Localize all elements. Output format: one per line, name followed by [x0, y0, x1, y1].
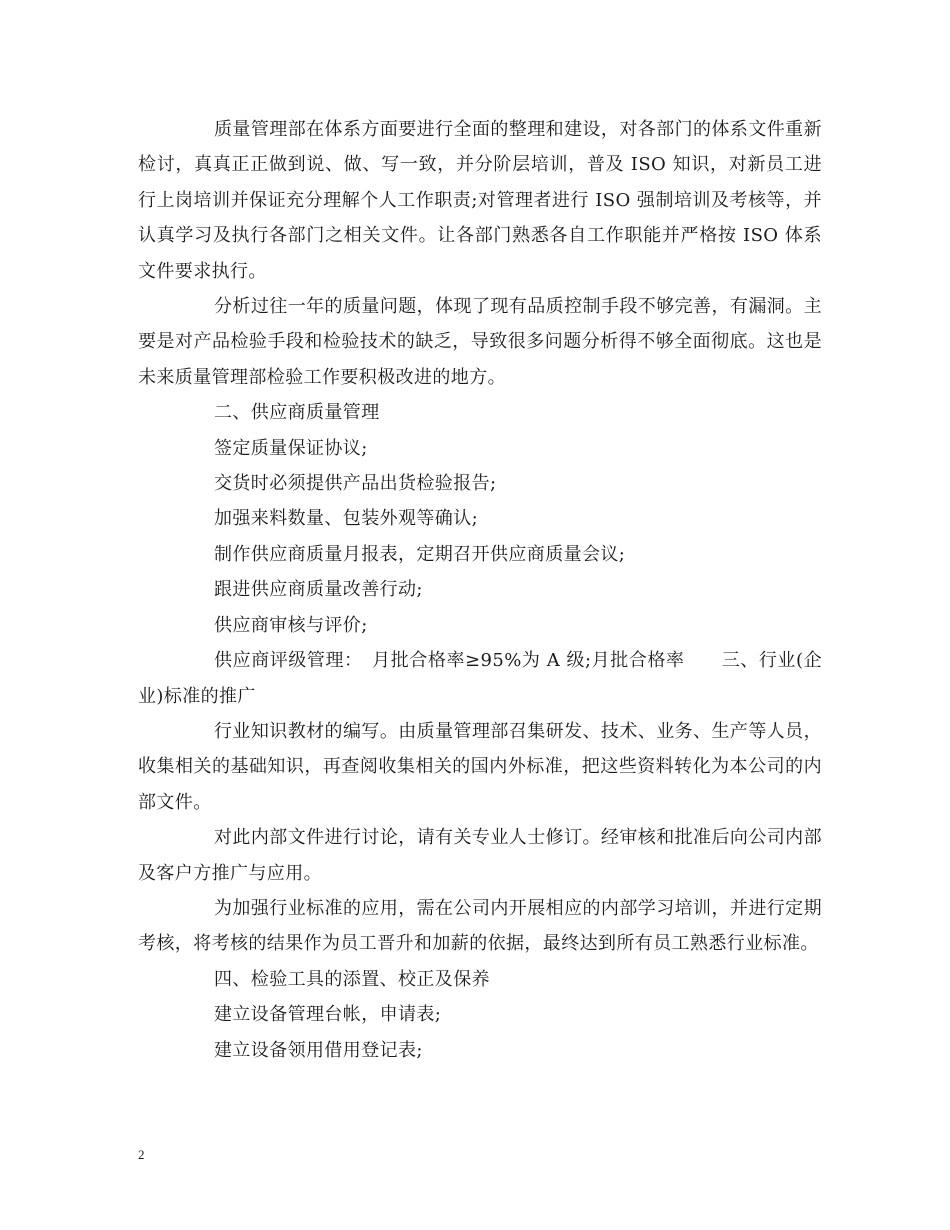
list-item: 制作供应商质量月报表，定期召开供应商质量会议; [214, 543, 626, 565]
paragraph-standard-training: 为加强行业标准的应用，需在公司内开展相应的内部学习培训，并进行定期考核，将考核的结果作为员工晋升和加薪的依据，最终达到所有员工熟悉行业标准。 [138, 897, 822, 955]
paragraph-internal-review: 对此内部文件进行讨论，请有关专业人士修订。经审核和批准后向公司内部及客户方推广与应用。 [138, 827, 822, 884]
page-number: 2 [138, 1147, 145, 1162]
document-body [138, 112, 822, 1068]
list-item: 签定质量保证协议; [214, 437, 368, 459]
paragraph-iso-system: 质量管理部在体系方面要进行全面的整理和建设，对各部门的体系文件重新检讨，真真正正做到说、做、写一致，并分阶层培训，普及 ISO 知识，对新员工进行上岗培训并保证充分理解个人工作职责;对管理者进行 ISO 强制培训及考核等，并认真学习及执行各部门之相关文件。让各部门熟悉各自工作职能并严格按 ISO 体系文件要求执行。 [138, 119, 822, 282]
list-item: 跟进供应商质量改善行动; [214, 579, 423, 601]
section-heading-inspection-tools: 四、检验工具的添置、校正及保养 [214, 968, 490, 990]
section-heading-supplier-quality: 二、供应商质量管理 [214, 402, 380, 424]
paragraph-quality-analysis: 分析过往一年的质量问题，体现了现有品质控制手段不够完善，有漏洞。主要是对产品检验手段和检验技术的缺乏，导致很多问题分析得不够全面彻底。这也是未来质量管理部检验工作要积极改进的地方。 [138, 296, 822, 388]
list-item: 供应商审核与评价; [214, 614, 368, 636]
list-item: 建立设备管理台帐，申请表; [214, 1004, 442, 1026]
list-item: 交货时必须提供产品出货检验报告; [214, 473, 497, 495]
paragraph-supplier-rating: 供应商评级管理： 月批合格率≥95%为 A 级;月批合格率 三、行业(企业)标准的推广 [138, 650, 822, 707]
list-item: 建立设备领用借用登记表; [214, 1039, 423, 1061]
list-item: 加强来料数量、包装外观等确认; [214, 508, 479, 530]
paragraph-industry-materials: 行业知识教材的编写。由质量管理部召集研发、技术、业务、生产等人员，收集相关的基础知识，再查阅收集相关的国内外标准，把这些资料转化为本公司的内部文件。 [138, 720, 822, 813]
